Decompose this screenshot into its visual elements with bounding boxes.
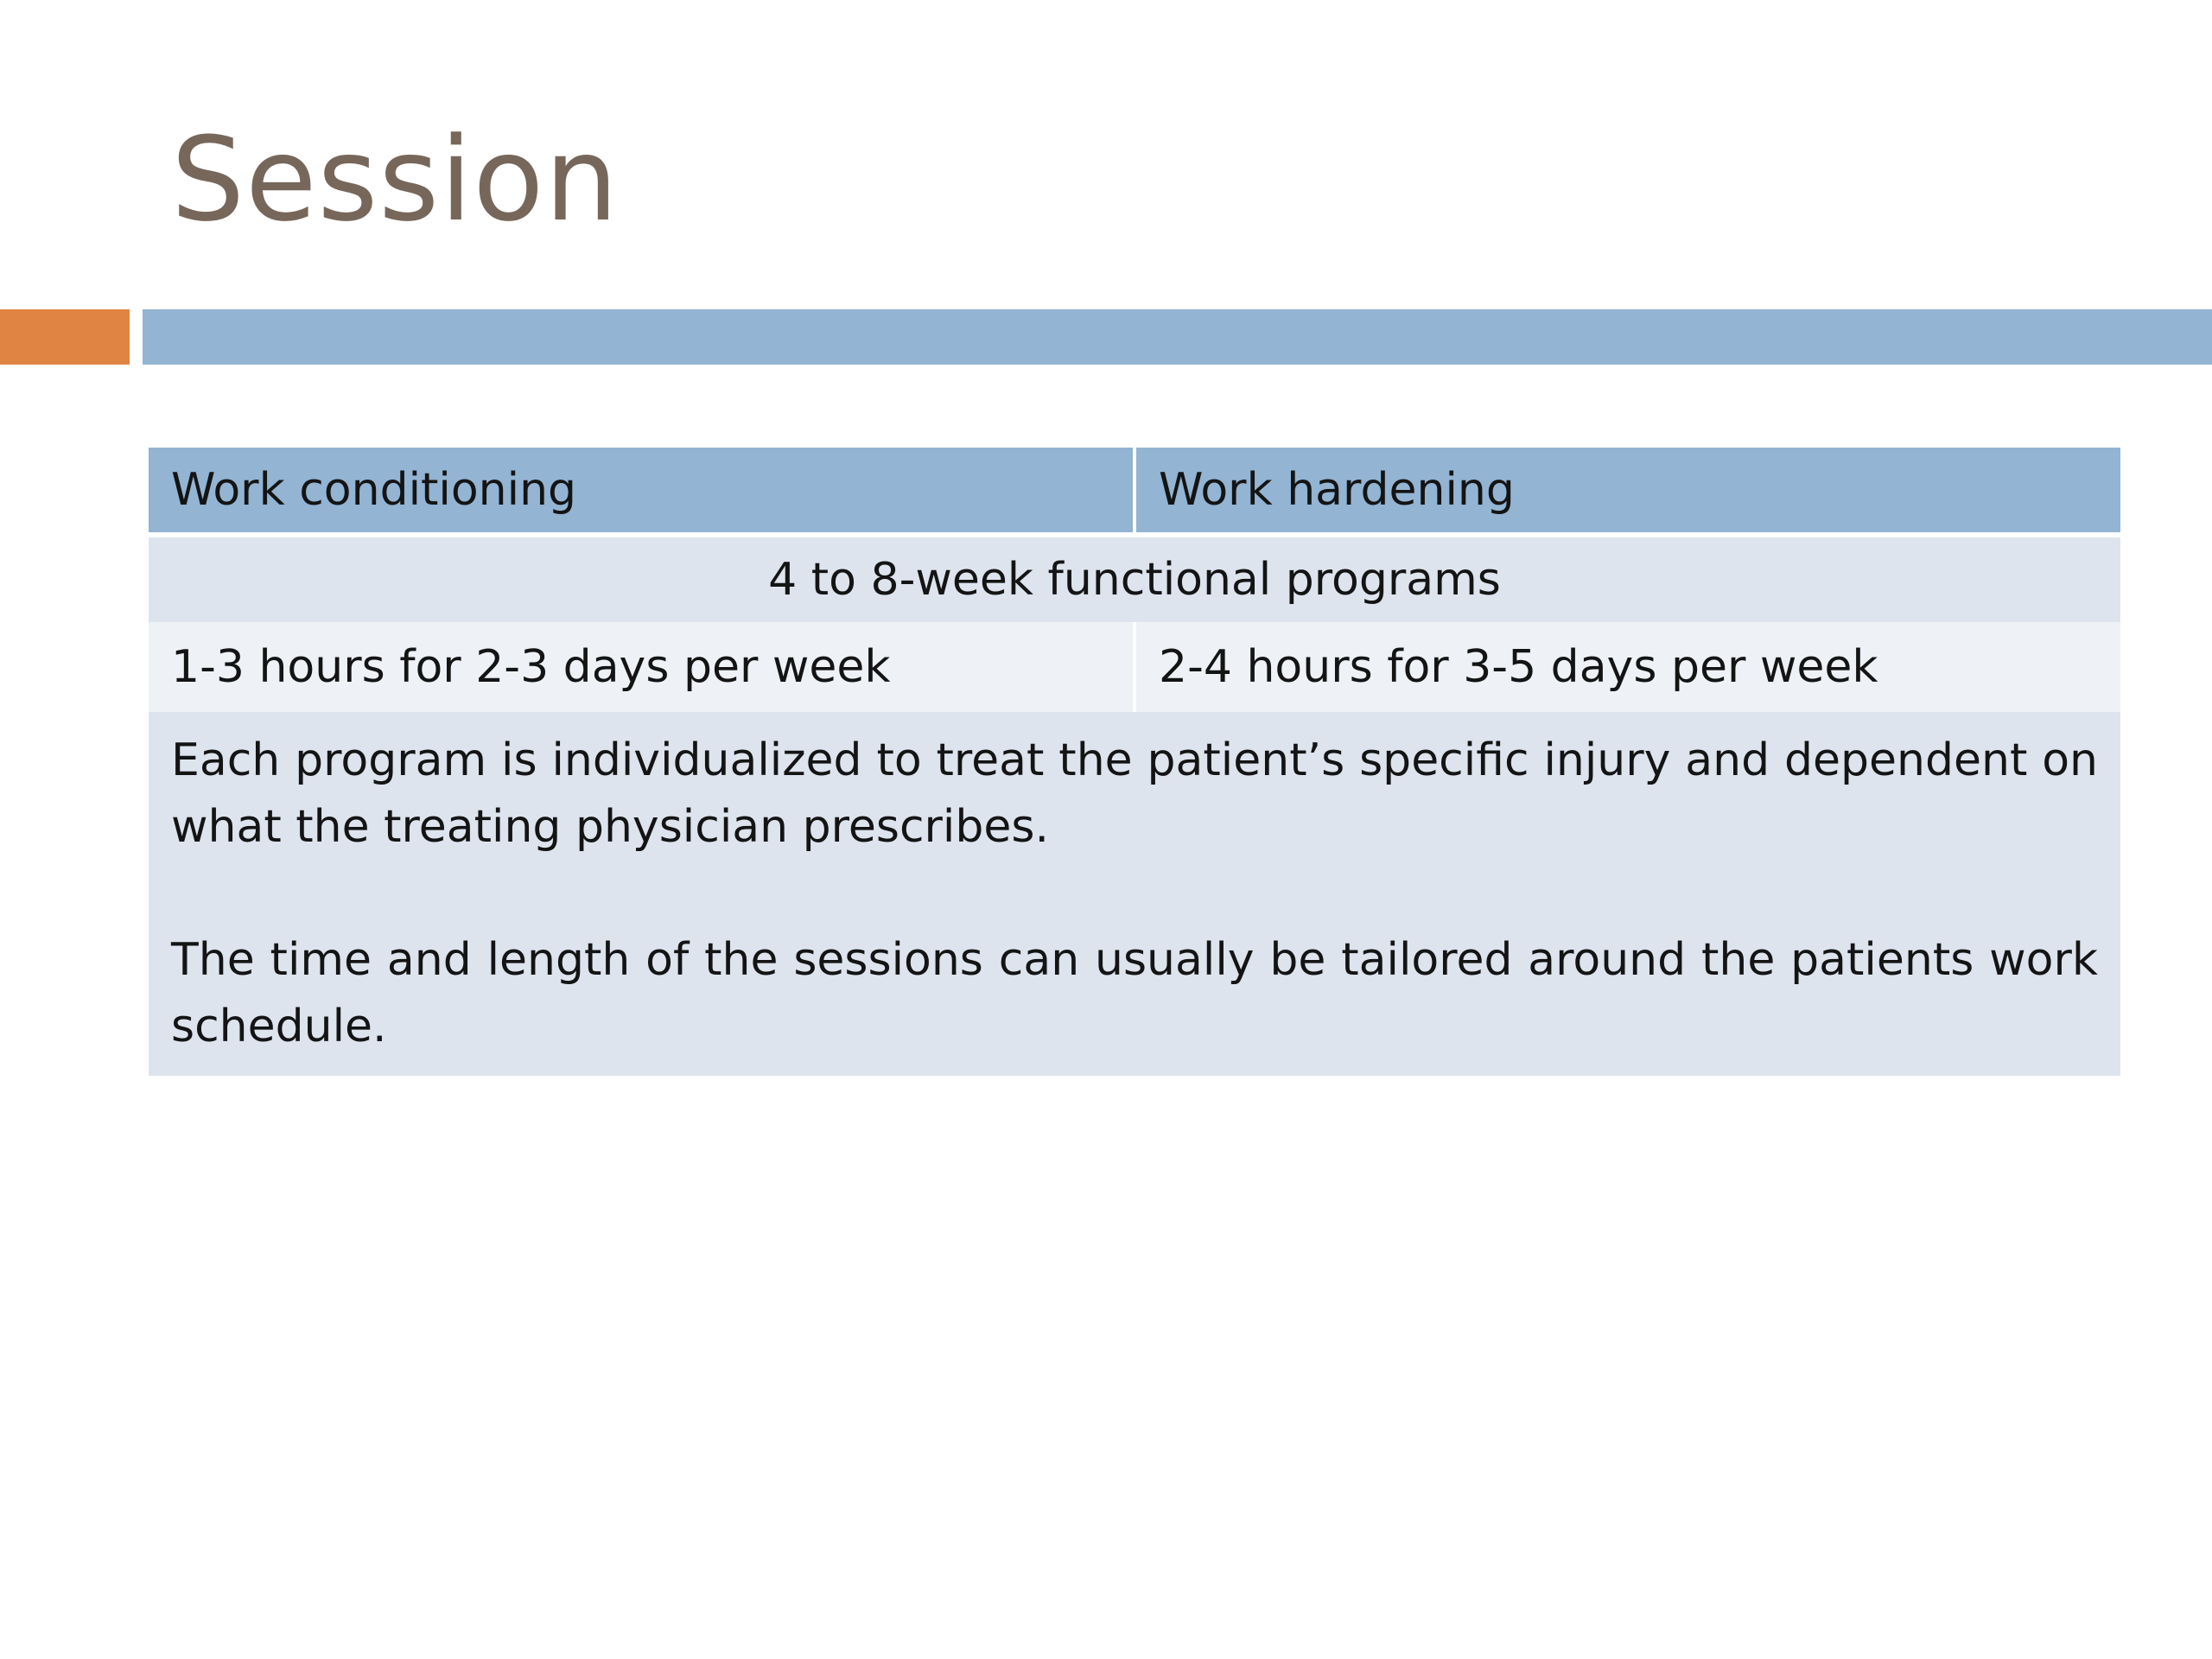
shared-program-length: 4 to 8-week functional programs	[149, 537, 2120, 622]
table-header-row	[149, 448, 2120, 532]
accent-bar-orange	[0, 309, 130, 365]
hours-work-conditioning: 1-3 hours for 2-3 days per week	[149, 622, 1135, 712]
accent-bar-blue	[143, 309, 2212, 365]
table-row	[149, 537, 2120, 622]
hours-work-hardening: 2-4 hours for 3-5 days per week	[1135, 622, 2120, 712]
session-table	[149, 448, 2120, 1076]
notes-cell	[149, 712, 2120, 1076]
note-individualized: Each program is individualized to treat the patient’s specific injury and dependent on what the treating physician prescribes.	[171, 734, 2098, 853]
table-row	[149, 622, 2120, 712]
table-row	[149, 712, 2120, 1076]
note-tailored-schedule: The time and length of the sessions can usually be tailored around the patients work schedule.	[171, 934, 2098, 1052]
slide-title: Session	[171, 112, 620, 247]
note-spacer	[171, 861, 2098, 927]
header-work-hardening: Work hardening	[1135, 448, 2120, 532]
header-work-conditioning: Work conditioning	[149, 448, 1135, 532]
